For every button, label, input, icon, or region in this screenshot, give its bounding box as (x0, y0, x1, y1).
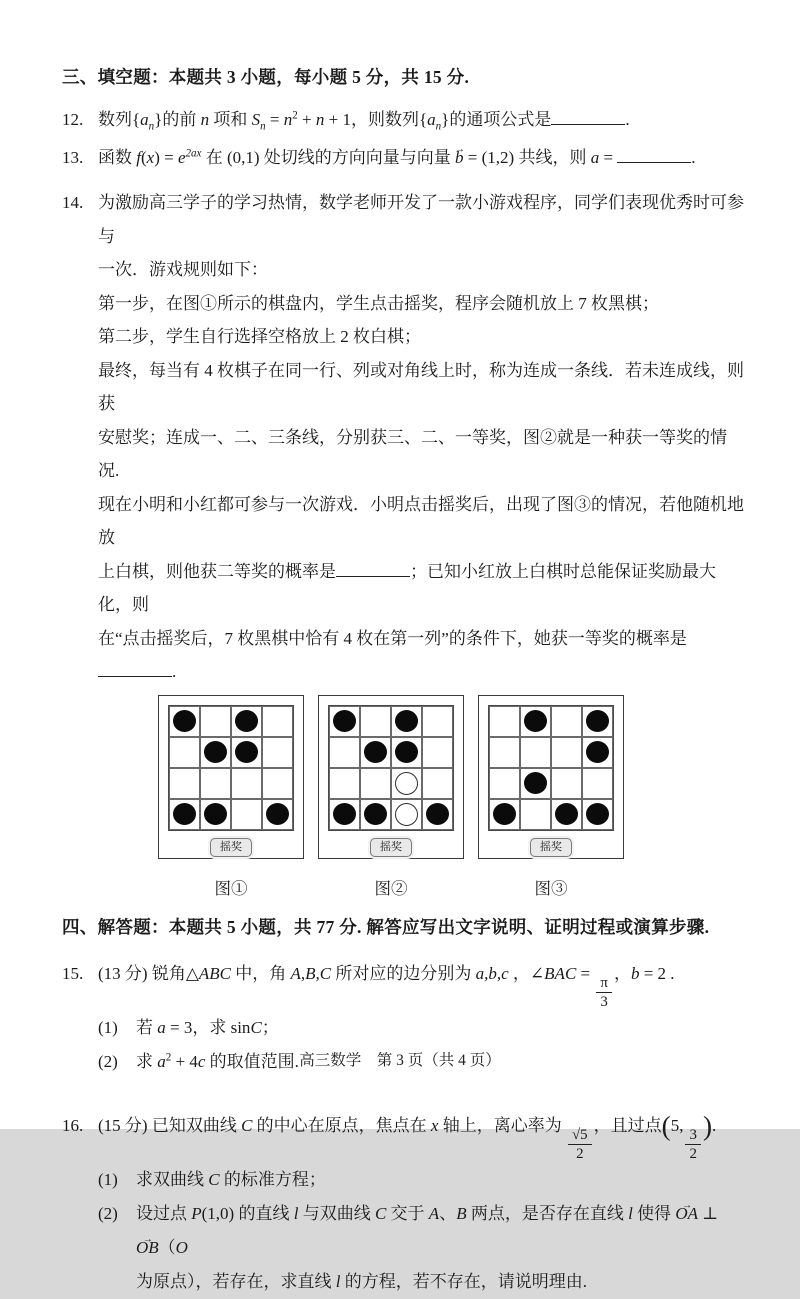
board-cell (231, 737, 262, 768)
board-cell (360, 768, 391, 799)
board-cell (360, 737, 391, 768)
answer-blank (551, 107, 625, 125)
part-text: 若 a = 3，求 sinC； (136, 1017, 279, 1037)
board-cell (391, 768, 422, 799)
black-stone (586, 710, 609, 732)
question-16-part-1 (98, 1163, 744, 1197)
white-stone (395, 803, 418, 826)
black-stone (235, 710, 258, 732)
question-14-text (98, 186, 744, 689)
black-stone (204, 803, 227, 825)
lottery-button-2: 摇奖 (370, 838, 412, 857)
question-16-stem: (15 分) 已知双曲线 C 的中心在原点，焦点在 x 轴上，离心率为 $\frac{√5}{2}$ ，且过点(5, $\frac{3}{2}$ ). (98, 1110, 717, 1163)
question-14-line: 第一步，在图①所示的棋盘内，学生点击摇奖，程序会随机放上 7 枚黑棋； (98, 293, 659, 313)
question-12 (62, 106, 744, 133)
board-grid-1 (168, 705, 294, 831)
black-stone (586, 803, 609, 825)
page-footer: 高三数学 第 3 页（共 4 页） (299, 1052, 501, 1069)
game-board-3 (478, 695, 624, 859)
board-cell (169, 799, 200, 830)
board-cell (520, 706, 551, 737)
board-cell (262, 706, 293, 737)
board-cell (391, 706, 422, 737)
question-15-stem: (13 分) 锐角△ABC 中，角 A,B,C 所对应的边分别为 a,b,c ，∠BAC = $\frac{\pi}{3}$ ，b = 2 . (98, 963, 675, 1011)
answer-blank (336, 559, 410, 577)
fraction: $\frac{3}{2}$ (685, 1127, 700, 1163)
board-cell (169, 737, 200, 768)
part-label: (2) (98, 1203, 118, 1223)
question-16 (62, 1103, 744, 1299)
board-cell (231, 768, 262, 799)
answer-blank (617, 145, 691, 163)
question-15-number: 15. (62, 963, 84, 983)
question-16-part-2 (98, 1197, 744, 1265)
fraction: $\frac{\pi}{3}$ (596, 975, 612, 1011)
board-cell (551, 706, 582, 737)
part-label: (2) (98, 1051, 118, 1071)
question-14 (62, 186, 744, 689)
game-board-2 (318, 695, 464, 859)
question-14-line: 一次．游戏规则如下： (98, 260, 268, 279)
board-cell (262, 768, 293, 799)
board-cell (329, 799, 360, 830)
board-cell (391, 737, 422, 768)
figure-1-caption: 图① (214, 878, 248, 898)
board-cell (200, 706, 231, 737)
black-stone (555, 803, 578, 825)
section4-heading: 四、解答题：本题共 5 小题，共 77 分. 解答应写出文字说明、证明过程或演算步骤. (62, 916, 710, 937)
lottery-button-3: 摇奖 (530, 838, 572, 857)
black-stone (395, 741, 418, 763)
fraction: $\frac{√5}{2}$ (568, 1127, 592, 1163)
black-stone (586, 741, 609, 763)
question-13-number: 13. (62, 148, 84, 167)
black-stone (395, 710, 418, 732)
board-cell (329, 737, 360, 768)
question-14-line: 为激励高三学子的学习热情，数学老师开发了一款小游戏程序，同学们表现优秀时可参与 (98, 193, 744, 246)
question-15-part-1 (98, 1011, 744, 1045)
game-board-figures (158, 695, 744, 859)
board-cell (551, 768, 582, 799)
figure-2-caption: 图② (374, 878, 408, 898)
black-stone (364, 803, 387, 825)
board-cell (231, 706, 262, 737)
question-14-line: 上白棋，则他获二等奖的概率是 ；已知小红放上白棋时总能保证奖励最大化，则 (98, 555, 744, 622)
black-stone (333, 710, 356, 732)
board-cell (551, 799, 582, 830)
figure-3-caption: 图③ (534, 878, 568, 898)
board-cell (489, 706, 520, 737)
board-cell (520, 768, 551, 799)
board-cell (582, 737, 613, 768)
board-cell (422, 737, 453, 768)
black-stone (204, 741, 227, 763)
board-cell (551, 737, 582, 768)
black-stone (235, 741, 258, 763)
board-cell (422, 768, 453, 799)
lottery-button-1: 摇奖 (210, 838, 252, 857)
question-12-number: 12. (62, 110, 84, 129)
answer-blank (98, 659, 172, 677)
board-cell (169, 768, 200, 799)
black-stone (333, 803, 356, 825)
black-stone (524, 710, 547, 732)
part-label: (1) (98, 1169, 118, 1189)
question-14-line: 第二步，学生自行选择空格放上 2 枚白棋； (98, 327, 421, 346)
board-cell (422, 706, 453, 737)
board-cell (520, 737, 551, 768)
board-cell (582, 799, 613, 830)
board-cell (391, 799, 422, 830)
board-grid-2 (328, 705, 454, 831)
board-cell (200, 768, 231, 799)
question-13-text: 函数 $f(x) = e^{2ax}$ 在 (0,1) 处切线的方向向量与向量 b → = (1,2) 共线，则 a = . (98, 144, 744, 171)
game-board-1 (158, 695, 304, 859)
black-stone (524, 772, 547, 794)
board-cell (200, 737, 231, 768)
board-cell (329, 706, 360, 737)
question-13 (62, 144, 744, 171)
board-cell (582, 706, 613, 737)
question-14-number: 14. (62, 193, 84, 212)
board-cell (200, 799, 231, 830)
figure-captions (158, 875, 744, 899)
question-14-line: 现在小明和小红都可参与一次游戏．小明点击摇奖后，出现了图③的情况，若他随机地放 (98, 494, 744, 547)
question-14-line: 最终，每当有 4 枚棋子在同一行、列或对角线上时，称为连成一条线．若未连成线，则获 (98, 360, 744, 413)
black-stone (173, 803, 196, 825)
board-cell (489, 768, 520, 799)
board-cell (489, 799, 520, 830)
board-grid-3 (488, 705, 614, 831)
question-14-line: 安慰奖；连成一、二、三条线，分别获三、二、一等奖，图②就是一种获一等奖的情况. (98, 427, 727, 480)
part-text-line-2: 为原点），若存在，求直线 l 的方程，若不存在，请说明理由. (136, 1271, 587, 1291)
black-stone (426, 803, 449, 825)
board-cell (262, 737, 293, 768)
board-cell (422, 799, 453, 830)
board-cell (582, 768, 613, 799)
board-cell (231, 799, 262, 830)
board-cell (360, 706, 391, 737)
white-stone (395, 772, 418, 795)
question-16-number: 16. (62, 1115, 84, 1135)
question-14-line: 在“点击摇奖后，7 枚黑棋中恰有 4 枚在第一列”的条件下，她获一等奖的概率是. (98, 628, 687, 681)
part-text: 求双曲线 C 的标准方程； (136, 1169, 326, 1189)
board-cell (360, 799, 391, 830)
part-text: 求 $a^2 + 4c$ 的取值范围. (136, 1050, 299, 1071)
black-stone (173, 710, 196, 732)
black-stone (266, 803, 289, 825)
board-cell (489, 737, 520, 768)
board-cell (329, 768, 360, 799)
black-stone (364, 741, 387, 763)
section3-heading: 三、填空题：本题共 3 小题，每小题 5 分，共 15 分. (62, 67, 470, 87)
part-label: (1) (98, 1017, 118, 1037)
board-cell (169, 706, 200, 737)
board-cell (262, 799, 293, 830)
black-stone (493, 803, 516, 825)
board-cell (520, 799, 551, 830)
question-12-text: 数列$\{a_n\}$的前 n 项和 $S_n = n^2 + n + 1$，则数列$\{a_n\}$的通项公式是 . (98, 106, 744, 133)
part-text-line-1: 设过点 P(1,0) 的直线 l 与双曲线 C 交于 A、B 两点，是否存在直线 l 使得 OA → ⊥ OB →（O (136, 1197, 744, 1265)
